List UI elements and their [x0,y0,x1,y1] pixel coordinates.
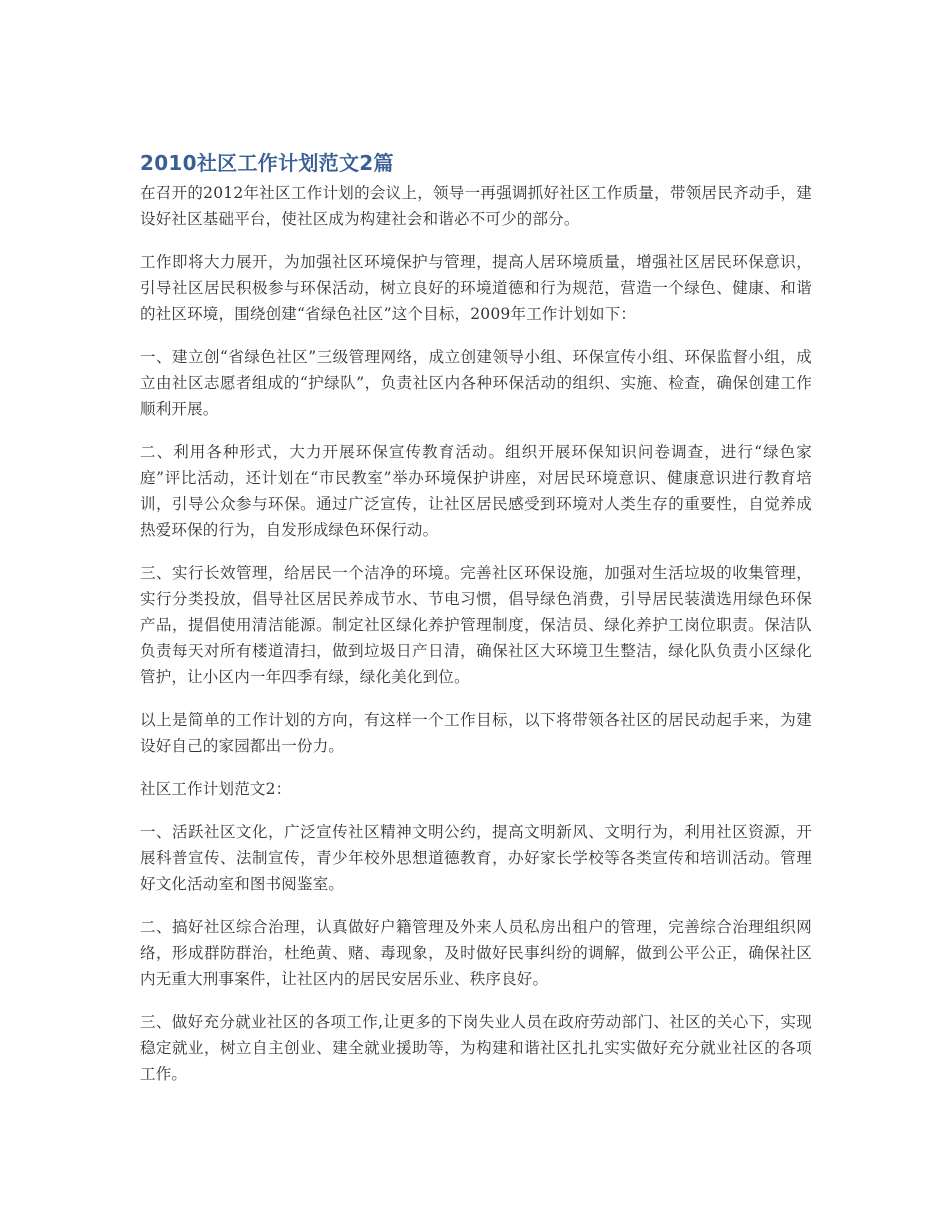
document-page [140,148,812,1104]
paragraph-item-3: 三、实行长效管理，给居民一个洁净的环境。完善社区环保设施，加强对生活垃圾的收集管理，实行分类投放，倡导社区居民养成节水、节电习惯，倡导绿色消费，引导居民装潢选用绿色环保产品，提倡使用清洁能源。制定社区绿化养护管理制度，保洁员、绿化养护工岗位职责。保洁队负责每天对所有楼道清扫，做到垃圾日产日清，确保社区大环境卫生整洁，绿化队负责小区绿化管护，让小区内一年四季有绿，绿化美化到位。 [140,564,812,686]
paragraph-sample2-item-3: 三、做好充分就业社区的各项工作,让更多的下岗失业人员在政府劳动部门、社区的关心下，实现稳定就业，树立自主创业、建全就业援助等，为构建和谐社区扎扎实实做好充分就业社区的各项工作。 [140,1013,812,1083]
paragraph-sample2-item-1: 一、活跃社区文化，广泛宣传社区精神文明公约，提高文明新风、文明行为，利用社区资源，开展科普宣传、法制宣传，青少年校外思想道德教育，办好家长学校等各类宣传和培训活动。管理好文化活动室和图书阅鉴室。 [140,823,812,893]
paragraph-intro: 在召开的2012年社区工作计划的会议上，领导一再强调抓好社区工作质量，带领居民齐动手，建设好社区基础平台，使社区成为构建社会和谐必不可少的部分。 [140,184,812,228]
paragraph-plan-overview: 工作即将大力展开，为加强社区环境保护与管理，提高人居环境质量，增强社区居民环保意识，引导社区居民积极参与环保活动，树立良好的环境道德和行为规范，营造一个绿色、健康、和谐的社区环境，围绕创建“省绿色社区”这个目标，2009年工作计划如下： [140,253,812,323]
paragraph-summary: 以上是简单的工作计划的方向，有这样一个工作目标，以下将带领各社区的居民动起手来，为建设好自己的家园都出一份力。 [140,711,812,755]
document-title: 2010社区工作计划范文2篇 [140,151,394,175]
section-heading-sample-2: 社区工作计划范文2： [140,780,292,798]
paragraph-item-1: 一、建立创“省绿色社区”三级管理网络，成立创建领导小组、环保宣传小组、环保监督小组，成立由社区志愿者组成的“护绿队”，负责社区内各种环保活动的组织、实施、检查，确保创建工作顺利开展。 [140,348,812,418]
paragraph-item-2: 二、利用各种形式，大力开展环保宣传教育活动。组织开展环保知识问卷调查，进行“绿色家庭”评比活动，还计划在“市民教室”举办环境保护讲座，对居民环境意识、健康意识进行教育培训，引导公众参与环保。通过广泛宣传，让社区居民感受到环境对人类生存的重要性，自觉养成热爱环保的行为，自发形成绿色环保行动。 [140,443,812,539]
paragraph-sample2-item-2: 二、搞好社区综合治理，认真做好户籍管理及外来人员私房出租户的管理，完善综合治理组织网络，形成群防群治，杜绝黄、赌、毒现象，及时做好民事纠纷的调解，做到公平公正，确保社区内无重大刑事案件，让社区内的居民安居乐业、秩序良好。 [140,918,812,988]
